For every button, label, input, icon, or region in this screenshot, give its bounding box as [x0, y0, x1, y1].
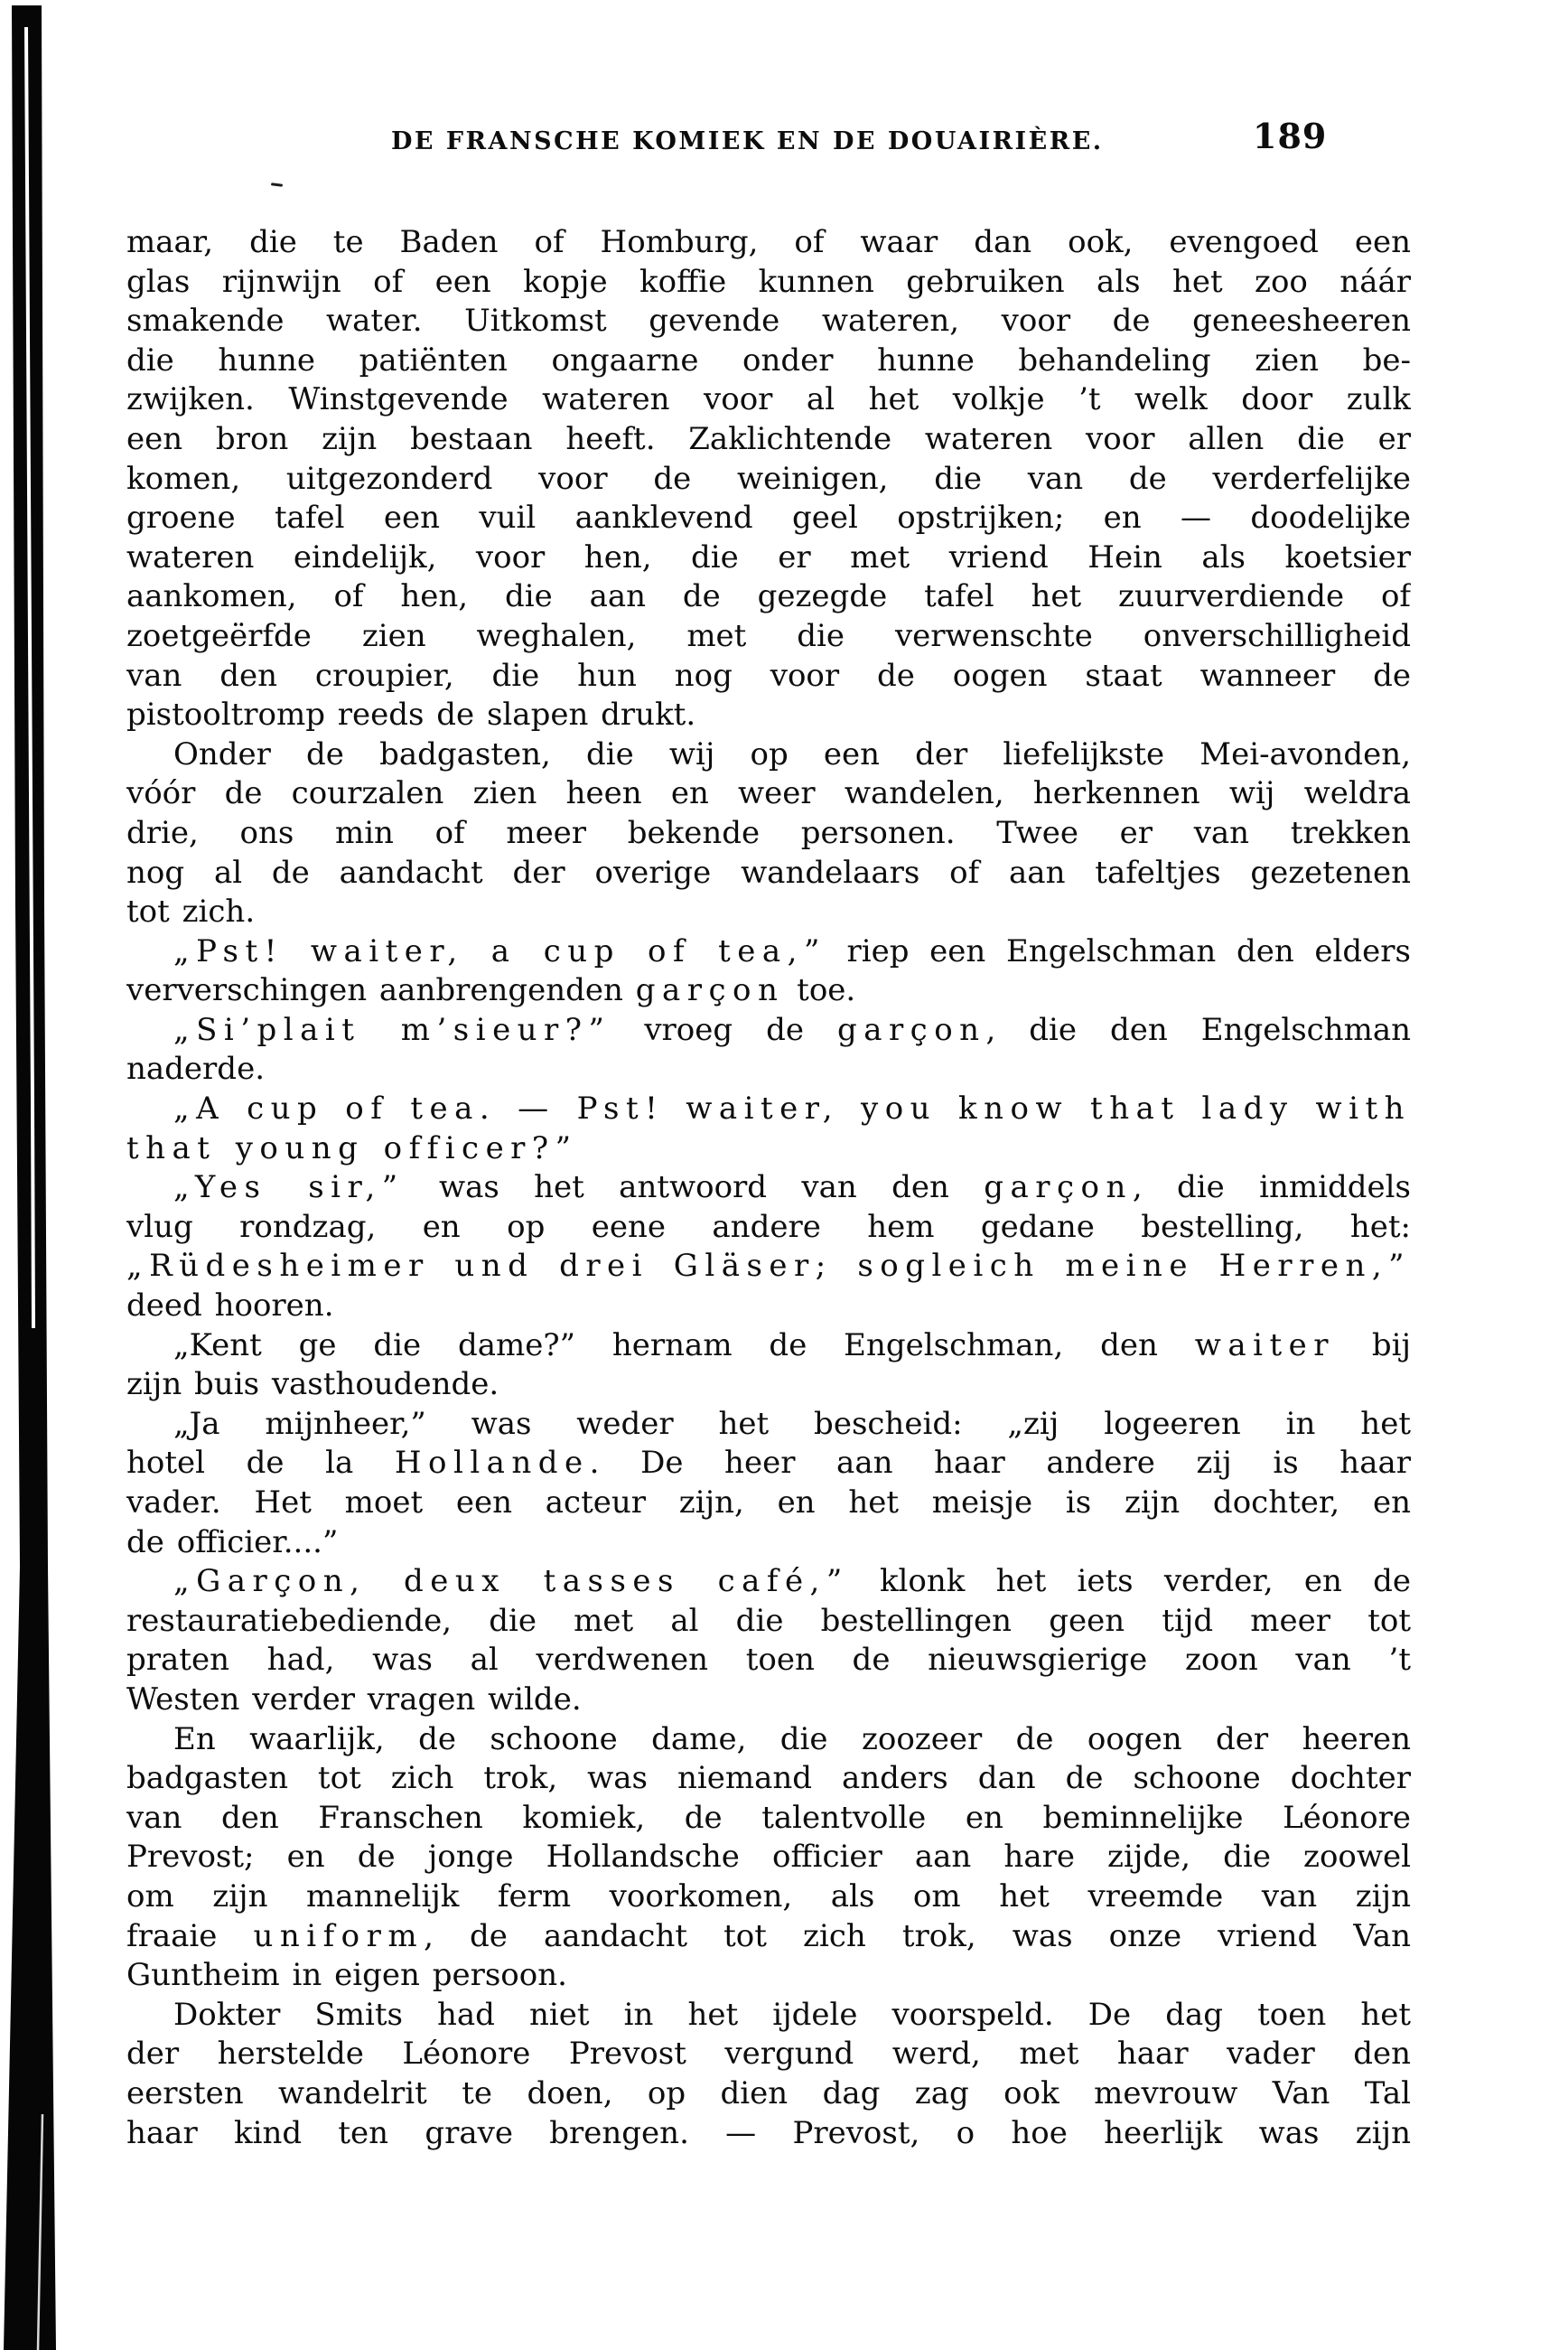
text-line — [126, 460, 1411, 500]
text-segment: restauratiebediende, die met al die bestellingen geen tijd meer tot — [126, 1602, 1411, 1639]
text-segment: komen, uitgezonderd voor de weinigen, die van de verderfelijke — [126, 460, 1411, 497]
text-line — [126, 2035, 1411, 2074]
text-segment: toe. — [784, 972, 856, 1009]
text-line — [126, 1326, 1411, 1366]
letterspaced-text: „Si’plait m’sieur?” — [173, 1011, 611, 1048]
text-segment: glas rijnwijn of een kopje koffie kunnen gebruiken als het zoo náár — [126, 263, 1411, 300]
text-segment: bij — [1334, 1326, 1411, 1363]
text-line — [126, 420, 1411, 460]
letterspaced-text: „A cup of tea. — Pst! waiter, you know that lady with — [173, 1091, 1411, 1128]
text-segment: drie, ons min of meer bekende personen. Twee er van trekken — [126, 814, 1411, 851]
text-line — [126, 1641, 1411, 1681]
letterspaced-text: „Pst! waiter, a cup of tea,” — [173, 932, 826, 969]
text-segment: der herstelde Léonore Prevost vergund werd, met haar vader den — [126, 2036, 1411, 2073]
text-line — [126, 657, 1411, 697]
text-segment: badgasten tot zich trok, was niemand anders dan de schoone dochter — [126, 1760, 1411, 1797]
text-segment: pistooltromp reeds de slapen drukt. — [126, 697, 696, 734]
text-line — [126, 223, 1411, 263]
text-line — [126, 1759, 1411, 1799]
text-segment: vlug rondzag, en op eene andere hem gedane bestelling, het: — [126, 1208, 1411, 1245]
text-segment: eersten wandelrit te doen, op dien dag zag ook mevrouw Van Tal — [126, 2074, 1411, 2111]
text-line — [126, 1444, 1411, 1484]
letterspaced-text: Hollande — [394, 1445, 590, 1482]
text-line — [126, 1917, 1411, 1957]
letterspaced-text: uniform — [253, 1917, 425, 1954]
letterspaced-text: „Yes sir,” — [173, 1169, 405, 1206]
text-line — [126, 302, 1411, 342]
text-line — [126, 1602, 1411, 1642]
text-segment: En waarlijk, de schoone dame, die zoozeer de oogen der heeren — [173, 1720, 1411, 1757]
text-segment: zijn buis vasthoudende. — [126, 1366, 499, 1403]
text-line — [126, 1011, 1411, 1051]
text-line — [126, 893, 1411, 932]
text-line — [126, 2074, 1411, 2114]
text-segment: naderde. — [126, 1051, 265, 1088]
binding-shadow — [0, 0, 72, 2350]
text-segment: maar, die te Baden of Homburg, of waar dan ook, evengoed een — [126, 224, 1411, 260]
text-line — [126, 1168, 1411, 1208]
text-segment: nog al de aandacht der overige wandelaars of aan tafeltjes gezetenen — [126, 854, 1411, 891]
text-segment: hotel de la — [126, 1445, 395, 1482]
text-line — [126, 1523, 1411, 1563]
text-segment: vader. Het moet een acteur zijn, en het meisje is zijn dochter, en — [126, 1484, 1411, 1521]
text-line — [126, 1365, 1411, 1405]
text-segment: , die den Engelschman — [985, 1011, 1411, 1048]
text-segment: smakende water. Uitkomst gevende wateren, voor de geneesheeren — [126, 303, 1411, 340]
text-segment: klonk het iets verder, en de — [848, 1563, 1411, 1600]
text-segment: wateren eindelijk, voor hen, die er met vriend Hein als koetsier — [126, 538, 1411, 576]
text-line — [126, 1799, 1411, 1839]
text-segment: „Ja mijnheer,” was weder het bescheid: „zij logeeren in het — [173, 1405, 1411, 1442]
text-segment: deed hooren. — [126, 1287, 334, 1325]
text-segment: , die inmiddels — [1132, 1169, 1411, 1206]
letterspaced-text: garçon — [984, 1169, 1133, 1206]
text-line — [126, 2114, 1411, 2154]
text-segment: „Kent ge die dame?” hernam de Engelschman, den — [173, 1326, 1195, 1363]
letterspaced-text: garçon — [635, 972, 785, 1009]
text-line — [126, 774, 1411, 814]
text-line — [126, 932, 1411, 972]
text-segment: haar kind ten grave brengen. — Prevost, o hoe heerlijk was zijn — [126, 2114, 1411, 2151]
text-line — [126, 1050, 1411, 1090]
text-line — [126, 735, 1411, 775]
text-line — [126, 1484, 1411, 1523]
text-line — [126, 1720, 1411, 1760]
text-line — [126, 1247, 1411, 1287]
text-segment: de officier....” — [126, 1523, 339, 1560]
text-line — [126, 854, 1411, 894]
text-segment: die hunne patiënten ongaarne onder hunne behandeling zien be- — [126, 342, 1411, 379]
text-line — [126, 499, 1411, 538]
text-segment: ververschingen aanbrengenden — [126, 972, 636, 1009]
text-line — [126, 1956, 1411, 1996]
text-line — [126, 1996, 1411, 2036]
text-segment: tot zich. — [126, 894, 256, 931]
letterspaced-text: waiter — [1194, 1326, 1335, 1363]
text-segment: Westen verder vragen wilde. — [126, 1681, 582, 1718]
text-segment: een bron zijn bestaan heeft. Zaklichtende wateren voor allen die er — [126, 420, 1411, 457]
ink-speck — [271, 183, 283, 187]
text-segment: fraaie — [126, 1917, 254, 1954]
text-segment: Dokter Smits had niet in het ijdele voorspeld. De dag toen het — [173, 1996, 1411, 2033]
text-line — [126, 342, 1411, 381]
body-text — [126, 223, 1411, 2153]
text-segment: aankomen, of hen, die aan de gezegde tafel het zuurverdiende of — [126, 578, 1411, 615]
text-segment: Prevost; en de jonge Hollandsche officier aan hare zijde, die zoowel — [126, 1839, 1411, 1876]
text-segment: Onder de badgasten, die wij op een der liefelijkste Mei-avonden, — [173, 735, 1411, 772]
text-line — [126, 1287, 1411, 1326]
text-segment: zwijken. Winstgevende wateren voor al het volkje ’t welk door zulk — [126, 381, 1411, 418]
text-line — [126, 1405, 1411, 1445]
text-segment: vroeg de — [611, 1011, 837, 1048]
text-line — [126, 617, 1411, 657]
text-line — [126, 1838, 1411, 1877]
running-header-title: DE FRANSCHE KOMIEK EN DE DOUAIRIÈRE. — [391, 127, 1104, 155]
text-line — [126, 696, 1411, 735]
text-segment: praten had, was al verdwenen toen de nieuwsgierige zoon van ’t — [126, 1642, 1411, 1679]
text-line — [126, 538, 1411, 578]
text-line — [126, 1877, 1411, 1917]
text-line — [126, 577, 1411, 617]
text-line — [126, 971, 1411, 1011]
page-number: 189 — [1253, 116, 1328, 156]
letterspaced-text: garçon — [836, 1011, 986, 1048]
letterspaced-text: „Garçon, deux tasses café,” — [173, 1563, 849, 1600]
text-segment: van den croupier, die hun nog voor de oogen staat wanneer de — [126, 657, 1411, 694]
text-line — [126, 1208, 1411, 1248]
text-line — [126, 1681, 1411, 1720]
text-segment: was het antwoord van den — [404, 1169, 985, 1206]
text-line — [126, 263, 1411, 303]
text-segment: . De heer aan haar andere zij is haar — [589, 1445, 1411, 1482]
text-segment: van den Franschen komiek, de talentvolle en beminnelijke Léonore — [126, 1799, 1411, 1836]
text-segment: , de aandacht tot zich trok, was onze vriend Van — [424, 1917, 1411, 1954]
text-line — [126, 1090, 1411, 1129]
text-line — [126, 1129, 1411, 1169]
text-line — [126, 1562, 1411, 1602]
text-segment: Guntheim in eigen persoon. — [126, 1957, 567, 1994]
text-segment: groene tafel een vuil aanklevend geel opstrijken; en — doodelijke — [126, 500, 1411, 537]
text-segment: zoetgeërfde zien weghalen, met die verwenschte onverschilligheid — [126, 617, 1411, 654]
text-line — [126, 814, 1411, 854]
text-segment: riep een Engelschman den elders — [826, 932, 1411, 969]
letterspaced-text: that young officer?” — [126, 1129, 578, 1166]
text-segment: vóór de courzalen zien heen en weer wandelen, herkennen wij weldra — [126, 775, 1411, 812]
text-segment: om zijn mannelijk ferm voorkomen, als om het vreemde van zijn — [126, 1877, 1411, 1915]
text-line — [126, 380, 1411, 420]
letterspaced-text: „Rüdesheimer und drei Gläser; sogleich meine Herren,” — [126, 1248, 1411, 1285]
